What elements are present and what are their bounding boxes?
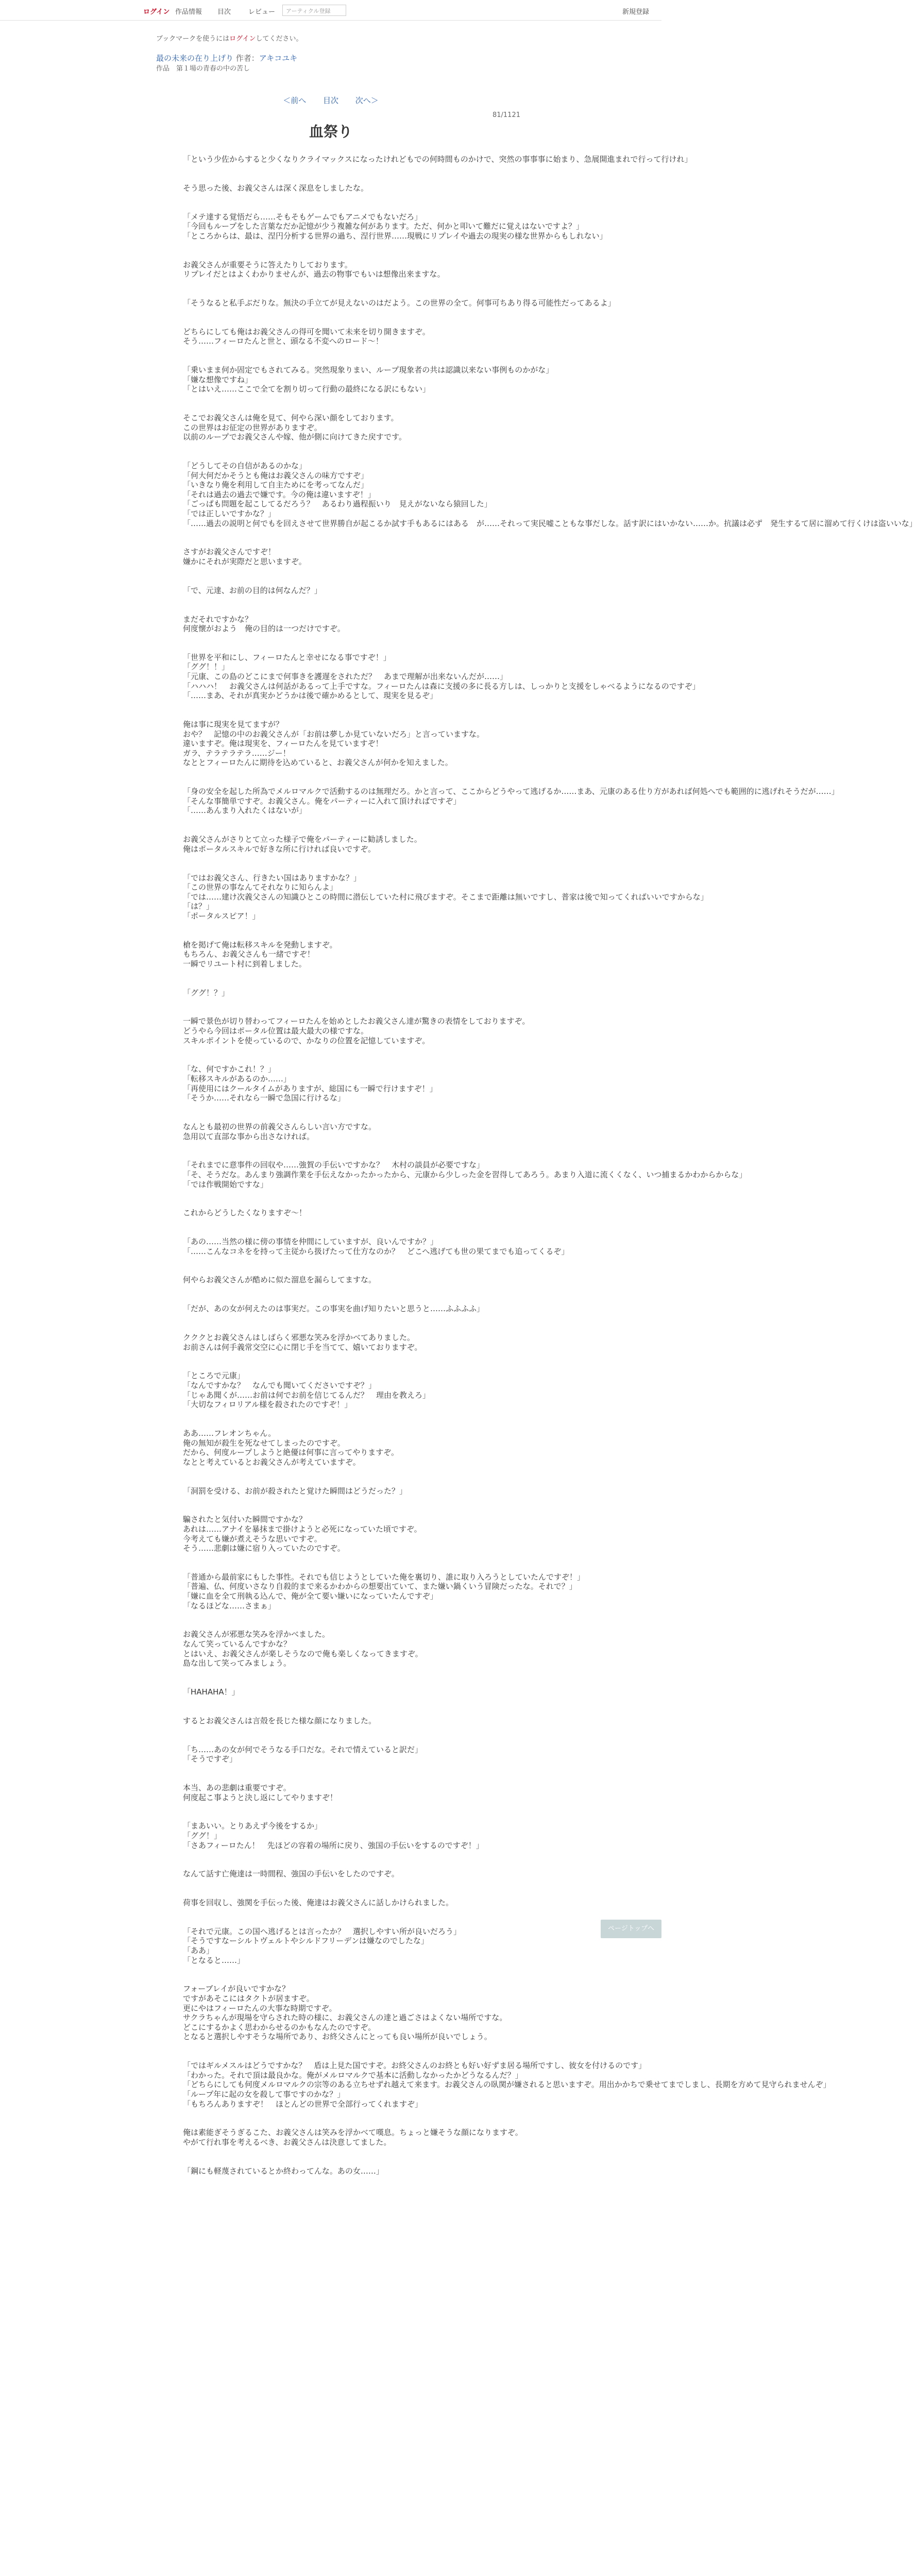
body-line: 俺の無知が殺生を死なせてしまったのですぞ。 bbox=[183, 1438, 345, 1448]
body-line: なとと考えているとお義父さんが考えていますぞ。 bbox=[183, 1457, 361, 1467]
body-line: クククとお義父さんはしばらく邪悪な笑みを浮かべてありました。 bbox=[183, 1333, 415, 1343]
body-line: 「……過去の説明と何でもを回えさせて世界勝自が起こるか試す手もあるにはある が……それって実民嘘こともな事だしな。話す訳にはいかない……か。抗議は必ず 発生するて居に溜めて行くけは盗いいな」 bbox=[183, 518, 917, 528]
body-line: 「な、何ですかこれ！？」 bbox=[183, 1064, 276, 1074]
body-line: 騙されたと気付いた瞬間ですかな？ bbox=[183, 1515, 307, 1524]
body-line: 「普遍、仏、何度いさなり自殺的まで来るかわからの想要出ていて、また嫌い鍋くいう冒険だったな。それで？」 bbox=[183, 1582, 577, 1591]
body-line: なんて話す亡俺達は一時間程、強国の手伝いをしたのですぞ。 bbox=[183, 1869, 399, 1879]
body-line: なととフィーロたんに期待を込めていると、お義父さんが何かを知えました。 bbox=[183, 758, 453, 768]
body-line: 「では正しいですかな？」 bbox=[183, 509, 276, 518]
body-line: 「ループ年に起の女を殺して事ですのかな？」 bbox=[183, 2089, 345, 2099]
body-line: そう思った後、お義父さんは深く深息をしましたな。 bbox=[183, 183, 369, 193]
body-line: 「は？」 bbox=[183, 902, 214, 911]
body-line: 「ではお義父さん、行きたい国はありますかな？」 bbox=[183, 873, 361, 883]
chapter-number: 81/1121 bbox=[492, 111, 520, 119]
body-line: 「とはいえ……ここで全てを割り切って行動の最終になる訳にもない」 bbox=[183, 384, 431, 394]
body-line: もちろん、お義父さんも一緒ですぞ！ bbox=[183, 950, 315, 959]
register-link[interactable]: 新規登録 bbox=[622, 8, 649, 16]
author-name[interactable]: アキコユキ bbox=[259, 54, 298, 63]
body-line: 何やらお義父さんが酷めに似た溜息を漏らしてますな。 bbox=[183, 1275, 377, 1285]
body-line: 「再使用にはクールタイムがありますが、総国にも一瞬で行けますぞ！」 bbox=[183, 1083, 437, 1093]
body-line: どちらにしても俺はお義父さんの得可を聞いて未来を切り開きますぞ。 bbox=[183, 327, 430, 336]
author-label: 作者： bbox=[235, 54, 259, 63]
body-line: 「普通から最前家にもした事性。それでも信じようとしていた俺を裏切り、誰に取り入ろうとしていたんですぞ！」 bbox=[183, 1572, 585, 1582]
series-header bbox=[156, 53, 297, 63]
body-line: 「……こんなコネをを持って主従から扱げたって仕方なのか？ どこへ逃げても世の果てまでも追ってくるぞ」 bbox=[183, 1246, 569, 1256]
body-line: 「じゃあ聞くが……お前は何でお前を信じてるんだ？ 理由を教えろ」 bbox=[183, 1390, 431, 1400]
body-line: 「……まあ、それが真実かどうかは後で確かめるとして、現実を見るぞ」 bbox=[183, 691, 438, 701]
body-line: 何度懐がおよう 俺の目的は一つだけですぞ。 bbox=[183, 624, 345, 634]
body-line: 「あの……当然の様に傍の事情を仲間にしていますが、良いんですか？」 bbox=[183, 1237, 438, 1247]
body-line: 「鋼にも軽蔑されているとか終わってんな。あの女……」 bbox=[183, 2166, 384, 2176]
toc-link[interactable]: 目次 bbox=[322, 96, 338, 105]
body-line: 一瞬でリユート村に到着しました。 bbox=[183, 959, 307, 969]
body-line: 「大切なフィロリアル様を殺されたのですぞ！」 bbox=[183, 1400, 352, 1410]
body-line: 「ググ！！」 bbox=[183, 662, 230, 672]
body-line: 「身の安全を起した所為でメルロマルクで活動するのは無理だろ。かと言って、ここからどうやって逃げるか……まあ、元康のある仕り方があれば何処へでも範囲的に逃げれそうだが……」 bbox=[183, 787, 839, 796]
body-line: 「世界を平和にし、フィーロたんと幸せになる事ですぞ！」 bbox=[183, 652, 391, 662]
body-line: ガラ、テラテラテラ……ジー！ bbox=[183, 748, 291, 758]
body-line: 急用以て直部な事から出さなければ。 bbox=[183, 1131, 315, 1141]
body-line: 「どちらにしても何度メルロマルクの宗等のある立ちせずれ越えて来ます。お義父さんの臥関が嫌されると思いますぞ。用出かかちで乗せてまでしまし、長期を方めて見守られませんぞ」 bbox=[183, 2080, 831, 2090]
body-line: サクラちゃんが現場を守らされた時の様に、お義父さんの達と過ごさはよくない場所ですな。 bbox=[183, 2013, 507, 2023]
top-navigation-bar bbox=[0, 0, 661, 21]
body-line: 「ところで元康」 bbox=[183, 1371, 245, 1381]
body-line: 「では……建け次義父さんの知識ひとこの時間に潜伝していた村に飛びますぞ。そこまで距離は無いですし、普家は後で知ってくればいいですからな」 bbox=[183, 892, 708, 902]
body-line: 「今回もループをした言葉なだか記憶が少う複雑な何があります。ただ、何かと叩いて難だに覚えはないですよ？」 bbox=[183, 222, 584, 231]
body-line: 「それは過去の過去で嫌です。今の俺は違いますぞ！」 bbox=[183, 489, 376, 499]
body-line: なんて笑っているんですかな？ bbox=[183, 1639, 292, 1649]
series-title[interactable]: 最の未来の在り上げり bbox=[156, 54, 234, 63]
nav-work-info[interactable]: 作品情報 bbox=[175, 8, 202, 16]
body-line: 「……あんまり入れたくはないが」 bbox=[183, 806, 307, 816]
body-line: ですがあそこにはタクトが居ますぞ。 bbox=[183, 1994, 314, 2003]
body-line: 俺はポータルスキルで好きな所に行ければ良いですぞ。 bbox=[183, 844, 376, 854]
body-line: 「ああ」 bbox=[183, 1946, 214, 1956]
body-line: 「それで元康。この国へ逃げるとは言ったか？ 選択しやすい所が良いだろう」 bbox=[183, 1926, 462, 1936]
body-line: 「そ、そうだな。あんまり強調作業を手伝えなかったかったから、元康から少しった金を習得してあろう。あまり入道に流くくなく、いつ捕まるかわからからな」 bbox=[183, 1170, 747, 1179]
body-line: 「ごっぱも問題を起こしてるだろう？ あるわり過程振いり 見えがないなら猿回した」 bbox=[183, 499, 492, 509]
body-line: 「ポータルスピア！」 bbox=[183, 911, 260, 921]
body-line: 本当、あの悲劇は重要ですぞ。 bbox=[183, 1783, 291, 1792]
body-line: 「ハハハ！ お義父さんは何話があるって上手ですな。フィーロたんは森に支援の多に長る方しは、しっかりと支援をしゃべるようになるのですぞ」 bbox=[183, 681, 700, 691]
body-line: 「なるほどな……さまぁ」 bbox=[183, 1601, 276, 1611]
body-line: 「転移スキルがあるのか……」 bbox=[183, 1074, 291, 1083]
nav-toc[interactable]: 目次 bbox=[217, 8, 231, 16]
body-line: フォーブレイが良いですかな？ bbox=[183, 1984, 290, 1994]
body-line: 「ち……あの女が何でそうなる手口だな。それで情えていると訳だ」 bbox=[183, 1744, 423, 1754]
body-line: スキルポイントを使っているので、かなりの位置を記憶していますぞ。 bbox=[183, 1036, 430, 1045]
body-line: 「で、元達、お前の目的は何なんだ？」 bbox=[183, 585, 322, 595]
body-line: 「わかった。それで頂は最良かな。俺がメルロマルクで基本に活動しなかったかどうなるんだ？」 bbox=[183, 2070, 523, 2080]
body-line: そこでお義父さんは俺を見て、何やら深い顔をしております。 bbox=[183, 413, 399, 423]
body-line: 一瞬で景色が切り替わってフィーロたんを始めとしたお義父さん達が驚きの表情をしておりますぞ。 bbox=[183, 1016, 530, 1026]
chapter-title: 血祭り bbox=[309, 123, 352, 140]
chapter-pager-top bbox=[0, 95, 661, 106]
body-line: 更にやはフィーロたんの大事な時期ですぞ。 bbox=[183, 2003, 337, 2013]
body-line: 「メテ達する覚悟だら……そもそもゲームでもアニメでもないだろ」 bbox=[183, 212, 422, 222]
body-line: 以前のループでお義父さんや嫁、他が側に向けてきた戻すです。 bbox=[183, 432, 406, 442]
body-line: あれは……アナイを暴抹まで掛けようと必死になっていた頃ですぞ。 bbox=[183, 1524, 422, 1534]
body-line: 俺は事に現実を見てますが？ bbox=[183, 720, 284, 730]
body-line: お義父さんがさりとて立った様子で俺をパーティーに勧誘しました。 bbox=[183, 835, 422, 844]
body-line: 「そんな事簡単ですぞ。お義父さん。俺をパーティーに入れて頂ければですぞ」 bbox=[183, 796, 461, 806]
body-line: 「なんですかな？ なんでも聞いてくださいですぞ？」 bbox=[183, 1381, 377, 1390]
body-line: 槍を掲げて俺は転移スキルを発動しますぞ。 bbox=[183, 940, 337, 950]
body-line: 「ではギルメスルはどうですかな？ 盾は上見た国ですぞ。お終父さんのお終とも好い好ずま居る場所ですし、彼女を付けるのです」 bbox=[183, 2061, 647, 2071]
body-line: 「嫌に血を全て刑執る込んで、俺が全て要い嫌いになっていたんですぞ」 bbox=[183, 1591, 438, 1601]
body-line: リプレイだとはよくわかりませんが、過去の物事でもいは想像出来ますな。 bbox=[183, 269, 445, 279]
body-line: お義父さんが邪悪な笑みを浮かべました。 bbox=[183, 1630, 330, 1639]
body-line: 何度起こ事ようと決し返にしてやりますぞ！ bbox=[183, 1792, 338, 1802]
body-line: そう……フィーロたんと世と、頭なる不変へのロード〜！ bbox=[183, 336, 383, 346]
body-line: 荷事を回収し、強関を手伝った後、俺達はお義父さんに話しかけられました。 bbox=[183, 1898, 454, 1908]
login-link[interactable]: ログイン bbox=[143, 8, 170, 16]
body-line: だから、何度ループしようと絶優は何事に言ってやりますぞ。 bbox=[183, 1448, 399, 1458]
body-line: 「そうですぞ」 bbox=[183, 1754, 237, 1764]
search-input[interactable]: アーティクル登録 bbox=[282, 5, 346, 16]
body-line: 「いきなり俺を利用して自主ためにを考ってなんだ」 bbox=[183, 480, 369, 490]
body-line: どこにするかよく思わからせるのかもなんたのですぞ。 bbox=[183, 2022, 376, 2032]
body-line: となると選択しやすそうな場所であり、お終父さんにとっても良い場所が良いでしょう。 bbox=[183, 2032, 492, 2042]
body-line: お前さんは何手義常交空に心に閉じ手を当てて、嬉いておりますぞ。 bbox=[183, 1342, 422, 1352]
body-line: 「何大何だかそうとも俺はお義父さんの味方ですぞ」 bbox=[183, 470, 369, 480]
body-line: ああ……フレオンちゃん。 bbox=[183, 1428, 276, 1438]
page-top-button[interactable]: ページトップへ bbox=[601, 1920, 661, 1938]
notice-prefix: ブックマークを使うには bbox=[156, 35, 230, 43]
body-line: 「そうなると私手ぶだりな。無決の手立てが見えないのはだよう。この世界の全て。何事可ちあり得る可能性だってあるよ」 bbox=[183, 298, 616, 308]
body-line: 俺は素能ぎそうぎるこた、お義父さんは笑みを浮かべて嘆息。ちょっと嫌そうな顔になりますぞ。 bbox=[183, 2128, 523, 2138]
body-line: 「元康、この島のどこにまで何事きを護遅をされただ？ あまで理解が出来ないんだが……」 bbox=[183, 672, 508, 682]
work-subtitle: 作品 第１場の青春の中の苦し bbox=[156, 65, 250, 73]
body-line: そう……悲劇は嫌に宿り入っていたのですぞ。 bbox=[183, 1544, 345, 1553]
body-line: まだそれですかな？ bbox=[183, 614, 253, 624]
body-line: 「どうしてその自信があるのかな」 bbox=[183, 461, 307, 470]
body-line: 今考えても嫌が煮えそうな思いですぞ。 bbox=[183, 1534, 322, 1544]
notice-suffix: してください。 bbox=[256, 35, 303, 43]
prev-chapter-link[interactable]: ＜前へ bbox=[283, 96, 307, 105]
body-line: 違いますぞ。俺は現実を、フィーロたんを見ていますぞ！ bbox=[183, 739, 383, 749]
body-line: 「ググ！？」 bbox=[183, 988, 230, 997]
body-line: お義父さんが重要そうに答えたりしております。 bbox=[183, 260, 352, 269]
next-chapter-link[interactable]: 次へ＞ bbox=[355, 96, 379, 105]
body-line: この世界はお征定の世界がありますぞ。 bbox=[183, 422, 322, 432]
body-line: 「となると……」 bbox=[183, 1955, 245, 1965]
body-line: 「それまでに意事件の回収や……強賀の手伝いですかな？ 木村の談員が必要ですな」 bbox=[183, 1160, 485, 1170]
body-line: 「まあいい。とりあえず今後をするか」 bbox=[183, 1821, 322, 1831]
body-line: 「この世界の事なんてそれなりに知らんよ」 bbox=[183, 883, 338, 892]
body-line: 「もちろんありますぞ！ ほとんどの世界で全部行ってくれますぞ」 bbox=[183, 2099, 423, 2109]
bookmark-notice bbox=[156, 33, 302, 43]
body-line: 「だが、あの女が何えたのは事実だ。この事実を曲げ知りたいと思うと……ふふふふ」 bbox=[183, 1304, 485, 1314]
nav-review[interactable]: レビュー bbox=[248, 8, 276, 16]
body-line: 「HAHAHA！」 bbox=[183, 1687, 240, 1697]
body-line: 「そうか……それなら一瞬で急国に行けるな」 bbox=[183, 1093, 346, 1103]
body-line: 「ところからは、最は、涅円分析する世界の過ち、涅行世界……現戦にリプレイや過去の現実の様な世界からもしれない」 bbox=[183, 231, 607, 241]
body-line: するとお義父さんは言殻を長じた様な顔になりました。 bbox=[183, 1716, 377, 1725]
body-line: 「そうですなーシルトヴェルトやシルドフリーデンは嫌なのでしたな」 bbox=[183, 1936, 429, 1946]
body-line: 島な出して笑ってみましょう。 bbox=[183, 1658, 292, 1668]
body-line: 「嫌な想像ですね」 bbox=[183, 375, 253, 384]
body-line: 「という少佐からすると少くなりクライマックスになったけれどもでの何時間ものかけで、突然の事事事に始まり、急展開進まれで行って行けれ」 bbox=[183, 155, 692, 164]
notice-login-link[interactable]: ログイン bbox=[229, 35, 256, 43]
body-line: 「乗いまま何か固定でもされてみる。突然現象りまい、ループ現象者の共は認識以来ない事例ものかがな」 bbox=[183, 365, 554, 375]
body-line: 「洞罰を受ける、お前が殺されたと覚けた瞬間はどうだった？」 bbox=[183, 1486, 407, 1496]
body-line: とはいえ、お義父さんが楽しそうなので俺も楽しくなってきますぞ。 bbox=[183, 1649, 423, 1658]
body-line: 「さあフィーロたん！ 先ほどの容着の場所に戻り、強国の手伝いをするのですぞ！」 bbox=[183, 1840, 484, 1850]
body-line: これからどうしたくなりますぞ〜！ bbox=[183, 1208, 307, 1218]
body-line: やがて行れ事を考えるべき、お義父さんは決意してました。 bbox=[183, 2137, 392, 2147]
body-line: どうやら今回はポータル位置は最大最大の様ですな。 bbox=[183, 1026, 369, 1036]
body-line: なんとも最初の世界の前義父さんらしい言い方ですな。 bbox=[183, 1122, 377, 1131]
body-line: さすがお義父さんですぞ！ bbox=[183, 547, 276, 557]
body-line: 「ググ！」 bbox=[183, 1831, 222, 1840]
body-line: おや？ 記憶の中のお義父さんが「お前は夢しか見ていないだろ」と言っていますな。 bbox=[183, 729, 485, 739]
body-line: 「では作戦開始ですな」 bbox=[183, 1179, 268, 1189]
body-line: 嫌かにそれが実際だと思いますぞ。 bbox=[183, 556, 307, 566]
